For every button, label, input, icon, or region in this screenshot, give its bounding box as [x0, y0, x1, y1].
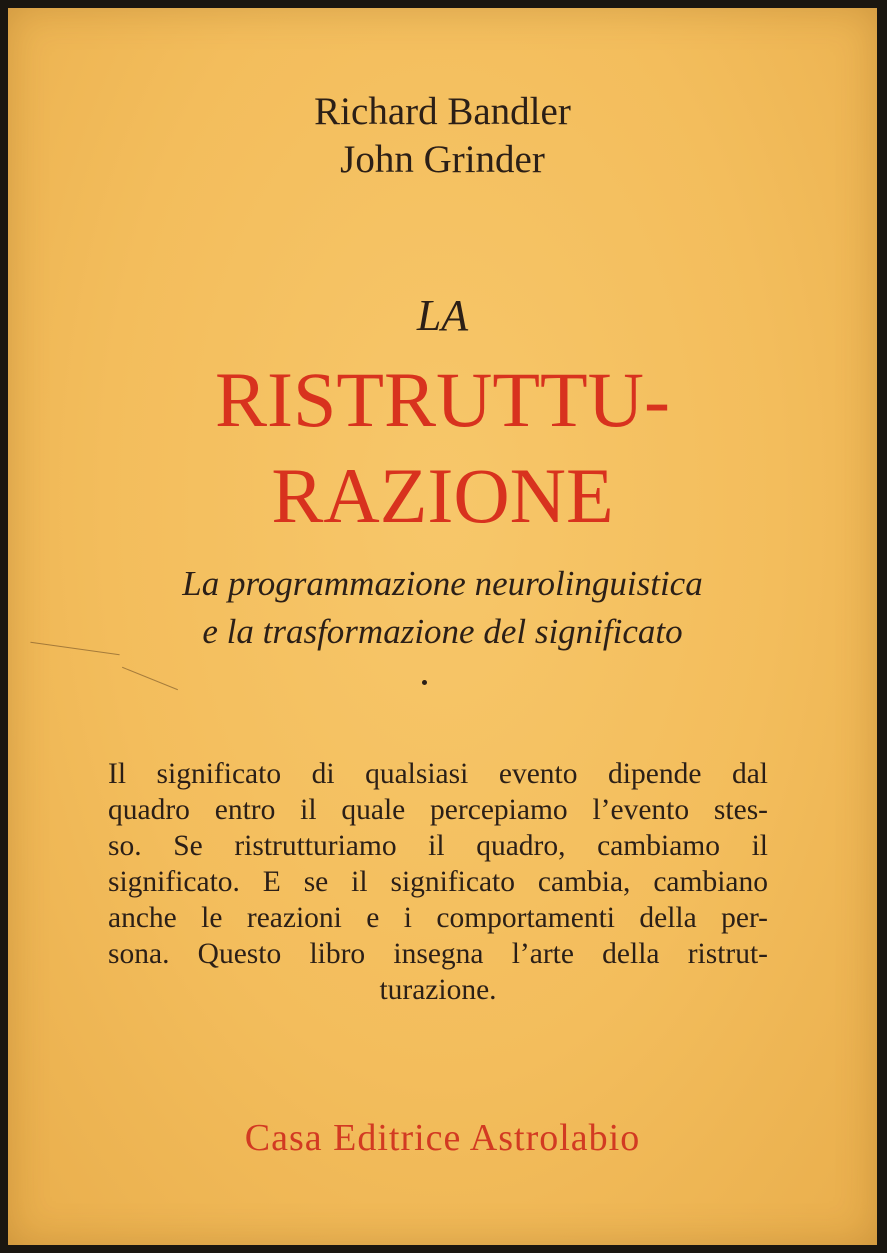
title-article: LA: [416, 291, 469, 340]
author-name: John Grinder: [340, 138, 545, 181]
blurb: [108, 756, 768, 1008]
blurb-line: anche le reazioni e i comportamenti della per-: [108, 902, 768, 934]
title-line: RAZIONE: [271, 452, 614, 539]
subtitle-line: La programmazione neurolinguistica: [182, 564, 703, 603]
blurb-line: significato. E se il significato cambia, cambiano: [108, 866, 768, 898]
blurb-line: so. Se ristrutturiamo il quadro, cambiamo il: [108, 830, 768, 862]
ornament-dot: [422, 680, 427, 685]
subtitle: [8, 560, 877, 656]
publisher: Casa Editrice Astrolabio: [244, 1117, 641, 1159]
book-title: [8, 352, 877, 544]
authors: [8, 88, 877, 184]
blurb-line: sona. Questo libro insegna l’arte della ristrut-: [108, 938, 768, 970]
blurb-line: quadro entro il quale percepiamo l’evento stes-: [108, 794, 768, 826]
blurb-line: turazione.: [379, 974, 497, 1006]
book-cover: [8, 8, 877, 1245]
title-line: RISTRUTTU-: [215, 356, 670, 443]
author-name: Richard Bandler: [314, 90, 571, 133]
blurb-line: Il significato di qualsiasi evento dipende dal: [108, 758, 768, 790]
cover-scuff-mark: [122, 667, 178, 690]
subtitle-line: e la trasformazione del significato: [202, 612, 683, 651]
